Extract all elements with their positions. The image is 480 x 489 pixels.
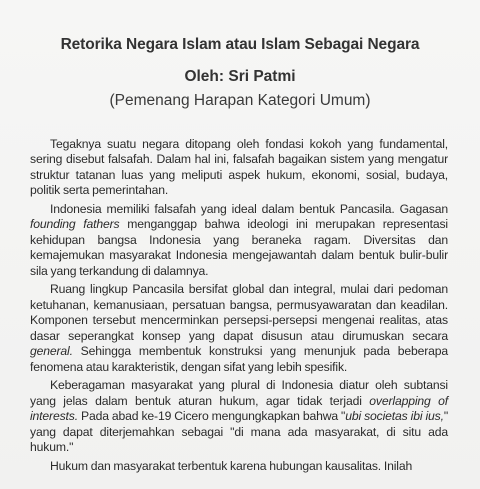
paragraph-3-text-c: Sehingga membentuk konstruksi yang menunjuk pada beberapa fenomena atau karakteristik, dengan sifat yang lebih spesifik. bbox=[30, 344, 448, 374]
paragraph-4-text-a: Keberagaman masyarakat yang plural di Indonesia diatur oleh subtansi yang jelas dalam bentuk aturan hukum, agar tidak terjadi bbox=[30, 378, 448, 408]
paragraph-3-italic: general. bbox=[30, 344, 73, 359]
paragraph-4-italic-1: overlapping of interests. bbox=[30, 393, 448, 424]
paragraph-2-italic: founding fathers bbox=[30, 217, 120, 232]
paragraph-3 bbox=[30, 282, 448, 375]
paragraph-4-text-c: Pada abad ke-19 Cicero mengungkapkan bahwa " bbox=[77, 409, 346, 424]
paragraph-2-text-a: Indonesia memiliki falsafah yang ideal dalam bentuk Pancasila. Gagasan bbox=[50, 202, 448, 216]
article-body bbox=[30, 137, 448, 477]
paragraph-1: Tegaknya suatu negara ditopang oleh fondasi kokoh yang fundamental, sering disebut falsafah. Dalam hal ini, falsafah bagaikan sistem yang mengatur struktur tatanan luas yang meliputi aspek hukum, ekonomi, sosial, budaya, politik serta pemerintahan. bbox=[30, 137, 448, 198]
paragraph-4 bbox=[30, 378, 448, 455]
paragraph-3-text-a: Ruang lingkup Pancasila bersifat global dan integral, mulai dari pedoman ketuhanan, kemanusiaan, persatuan bangsa, permusyawaratan dan keadilan. Komponen tersebut mencerminkan persepsi-persepsi mengenai realitas, atas dasar seperangkat konsep yang dapat disusun atau dirumuskan secara bbox=[30, 282, 448, 343]
paragraph-2 bbox=[30, 202, 448, 279]
paragraph-2-text-c: menganggap bahwa ideologi ini merupakan representasi kehidupan bangsa Indonesia yang beraneka ragam. Diversitas dan kemajemukan masyarakat Indonesia mengejawantah dalam bentuk bulir-bulir sila yang terkandung di dalamnya. bbox=[30, 217, 448, 278]
document-title: Retorika Negara Islam atau Islam Sebagai Negara bbox=[60, 36, 420, 53]
award-note: (Pemenang Harapan Kategori Umum) bbox=[109, 92, 371, 109]
paragraph-4-italic-2: ubi societas ibi ius, bbox=[345, 409, 444, 424]
author-line: Oleh: Sri Patmi bbox=[184, 68, 296, 85]
paragraph-5: Hukum dan masyarakat terbentuk karena hubungan kausalitas. Inilah bbox=[50, 458, 413, 473]
paragraph-4-text-e: " yang dapat diterjemahkan sebagai "di mana ada masyarakat, di situ ada hukum." bbox=[30, 409, 448, 455]
